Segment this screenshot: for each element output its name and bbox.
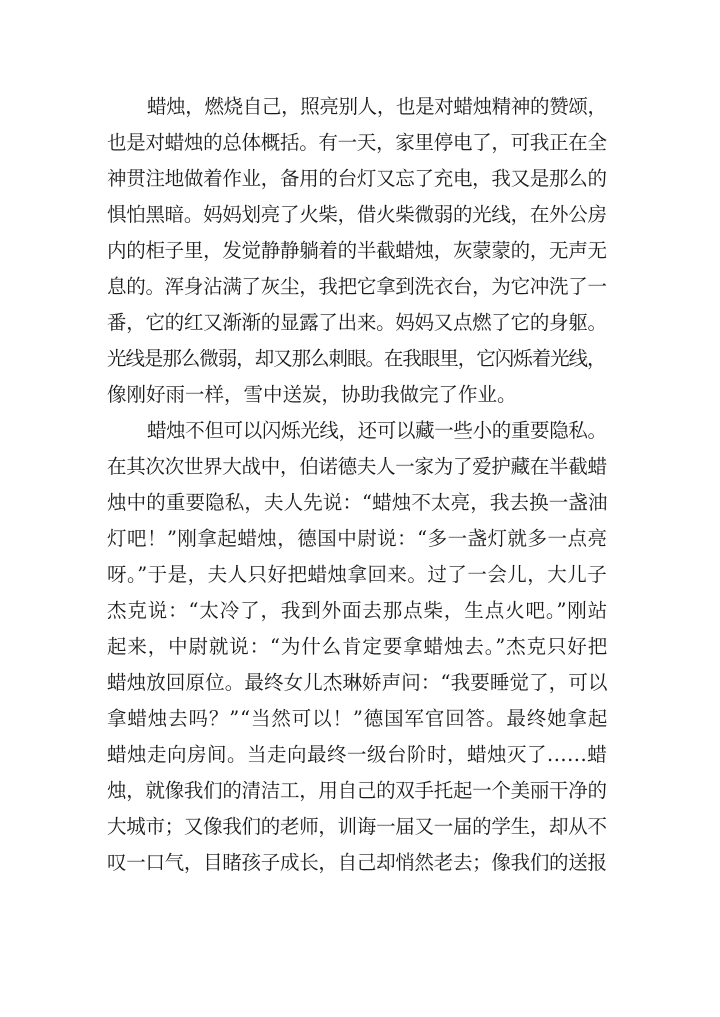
- paragraph-line: 也是对蜡烛的总体概括。有一天，家里停电了，可我正在全: [107, 131, 607, 154]
- paragraph-line: 叹一口气，目睹孩子成长，自己却悄然老去；像我们的送报: [107, 851, 607, 874]
- paragraph-line: 杰克说：“太冷了，我到外面去那点柴，生点火吧。”刚站: [107, 599, 609, 622]
- paragraph-line: 大城市；又像我们的老师，训诲一届又一届的学生，却从不: [107, 815, 607, 838]
- paragraph-line: 呀。”于是，夫人只好把蜡烛拿回来。过了一会儿，大儿子: [107, 563, 608, 586]
- paragraph-line: 蜡烛走向房间。当走向最终一级台阶时，蜡烛灭了......蜡: [107, 743, 608, 766]
- paragraph-line: 番，它的红又渐渐的显露了出来。妈妈又点燃了它的身躯。: [107, 311, 607, 334]
- paragraph-line: 在其次次世界大战中，伯诺德夫人一家为了爱护藏在半截蜡: [107, 455, 607, 478]
- paragraph-line: 烛，就像我们的清洁工，用自己的双手托起一个美丽干净的: [107, 779, 607, 802]
- paragraph-line: 起来，中尉就说：“为什么肯定要拿蜡烛去。”杰克只好把: [107, 635, 609, 658]
- paragraph-line: 像刚好雨一样，雪中送炭，协助我做完了作业。: [107, 383, 517, 406]
- paragraph-line: 惧怕黑暗。妈妈划亮了火柴，借火柴微弱的光线，在外公房: [107, 203, 607, 226]
- paragraph-line: 蜡烛放回原位。最终女儿杰琳娇声问：“我要睡觉了，可以: [107, 671, 608, 694]
- paragraph-line: 蜡烛，燃烧自己，照亮别人，也是对蜡烛精神的赞颂，: [147, 95, 607, 118]
- paragraph-line: 烛中的重要隐私，夫人先说：“蜡烛不太亮，我去换一盏油: [107, 491, 608, 514]
- paragraph-line: 灯吧！”刚拿起蜡烛，德国中尉说：“多一盏灯就多一点亮: [107, 527, 608, 550]
- paragraph-line: 光线是那么微弱，却又那么刺眼。在我眼里，它闪烁着光线，: [107, 347, 606, 370]
- paragraph-line: 神贯注地做着作业，备用的台灯又忘了充电，我又是那么的: [107, 167, 607, 190]
- paragraph-line: 内的柜子里，发觉静静躺着的半截蜡烛，灰蒙蒙的，无声无: [107, 239, 607, 262]
- paragraph-line: 拿蜡烛去吗？”“当然可以！”德国军官回答。最终她拿起: [107, 707, 609, 730]
- paragraph-line: 蜡烛不但可以闪烁光线，还可以藏一些小的重要隐私。: [147, 419, 607, 442]
- paragraph-line: 息的。浑身沾满了灰尘，我把它拿到洗衣台，为它冲洗了一: [107, 275, 607, 298]
